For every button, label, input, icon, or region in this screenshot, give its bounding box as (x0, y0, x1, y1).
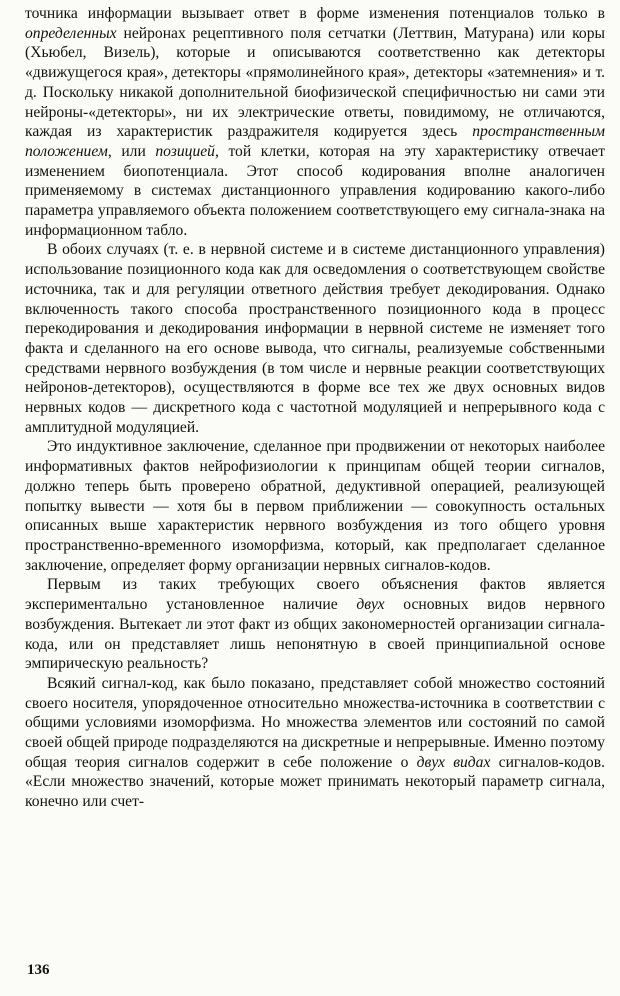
text-run: Это индуктивное заключение, сделанное при продвижении от некоторых наиболее информативных фактов нейрофизиологии к принципам общей теории сигналов, должно теперь быть проверено обратной, дедуктивной операцией, реализующей попытку вывести — хотя бы в первом приближении — совокупность остальных описанных выше характеристик нервного возбуждения из того общего уровня пространственно-временного изоморфизма, который, как предполагает сделанное заключение, определяет форму организации нервных сигналов-кодов. (25, 438, 605, 574)
page-number: 136 (27, 962, 50, 978)
paragraph (25, 437, 605, 575)
paragraph (25, 4, 605, 240)
text-run: сигналов-кодов. «Если множество значений, которые может принимать некоторый параметр сигнала, конечно или счет- (25, 753, 605, 811)
text-run: точника информации вызывает ответ в форме изменения потенциалов только в (25, 5, 605, 22)
text-run: , той клетки, которая на эту характеристику отвечает изменением биопотенциала. Этот способ кодирования вполне аналогичен применяемому в системах дистанционного управления кодированию какого-либо параметра управляемого объекта положением соответствующего ему сигнала-знака на информационном табло. (25, 142, 606, 239)
italic-phrase: двух видах (416, 753, 491, 771)
paragraph (25, 240, 605, 437)
text-run: Первым из таких требующих своего объяснения фактов является экспериментально установленное наличие (25, 576, 605, 614)
text-run: основных видов нервного возбуждения. Вытекает ли этот факт из общих закономерностей организации сигнала-кода, или он представляет лишь непонятную в своей принципиальной основе эмпирическую реальность? (25, 596, 605, 673)
italic-phrase: позицией (155, 142, 215, 160)
italic-phrase: двух (356, 596, 385, 614)
paragraph (25, 674, 605, 812)
text-run: нейронах рецептивного поля сетчатки (Леттвин, Матурана) или коры (Хьюбел, Визель), которые и описываются соответственно как детекторы «движущегося края», детекторы «прямолинейного края», детекторы «затемнения» и т. д. Поскольку никакой дополнительной биофизической специфичностью ни сами эти нейроны-«детекторы», ни их электрические ответы, повидимому, не отличаются, каждая из характеристик раздражителя кодируется здесь (25, 24, 605, 141)
italic-phrase: определенных (25, 24, 117, 42)
text-run: Всякий сигнал-код, как было показано, представляет собой множество состояний своего носителя, упорядоченное относительно множества-источника в соответствии с общими условиями изоморфизма. Но множества элементов или состояний по самой своей общей природе подразделяются на дискретные и непрерывные. Именно поэтому общая теория сигналов содержит в себе положение о (25, 674, 605, 771)
paragraph (25, 575, 605, 674)
text-run: В обоих случаях (т. е. в нервной системе и в системе дистанционного управления) использование позиционного кода как для осведомления о соответствующем свойстве источника, так и для регуляции ответного действия требует декодирования. Однако включенность такого способа пространственного позиционного кода в процесс перекодирования и декодирования информации в нервной системе не изменяет того факта и сделанного на его основе вывода, что сигналы, реализуемые собственными средствами нервного возбуждения (в том числе и нервные реакции соответствующих нейронов-детекторов), осуществляются в форме все тех же двух основных видов нервных кодов — дискретного кода с частотной модуляцией и непрерывного кода с амплитудной модуляцией. (25, 241, 605, 436)
italic-phrase: пространственным положением (25, 123, 605, 160)
text-run: , или (107, 142, 156, 160)
body-text (25, 4, 605, 812)
